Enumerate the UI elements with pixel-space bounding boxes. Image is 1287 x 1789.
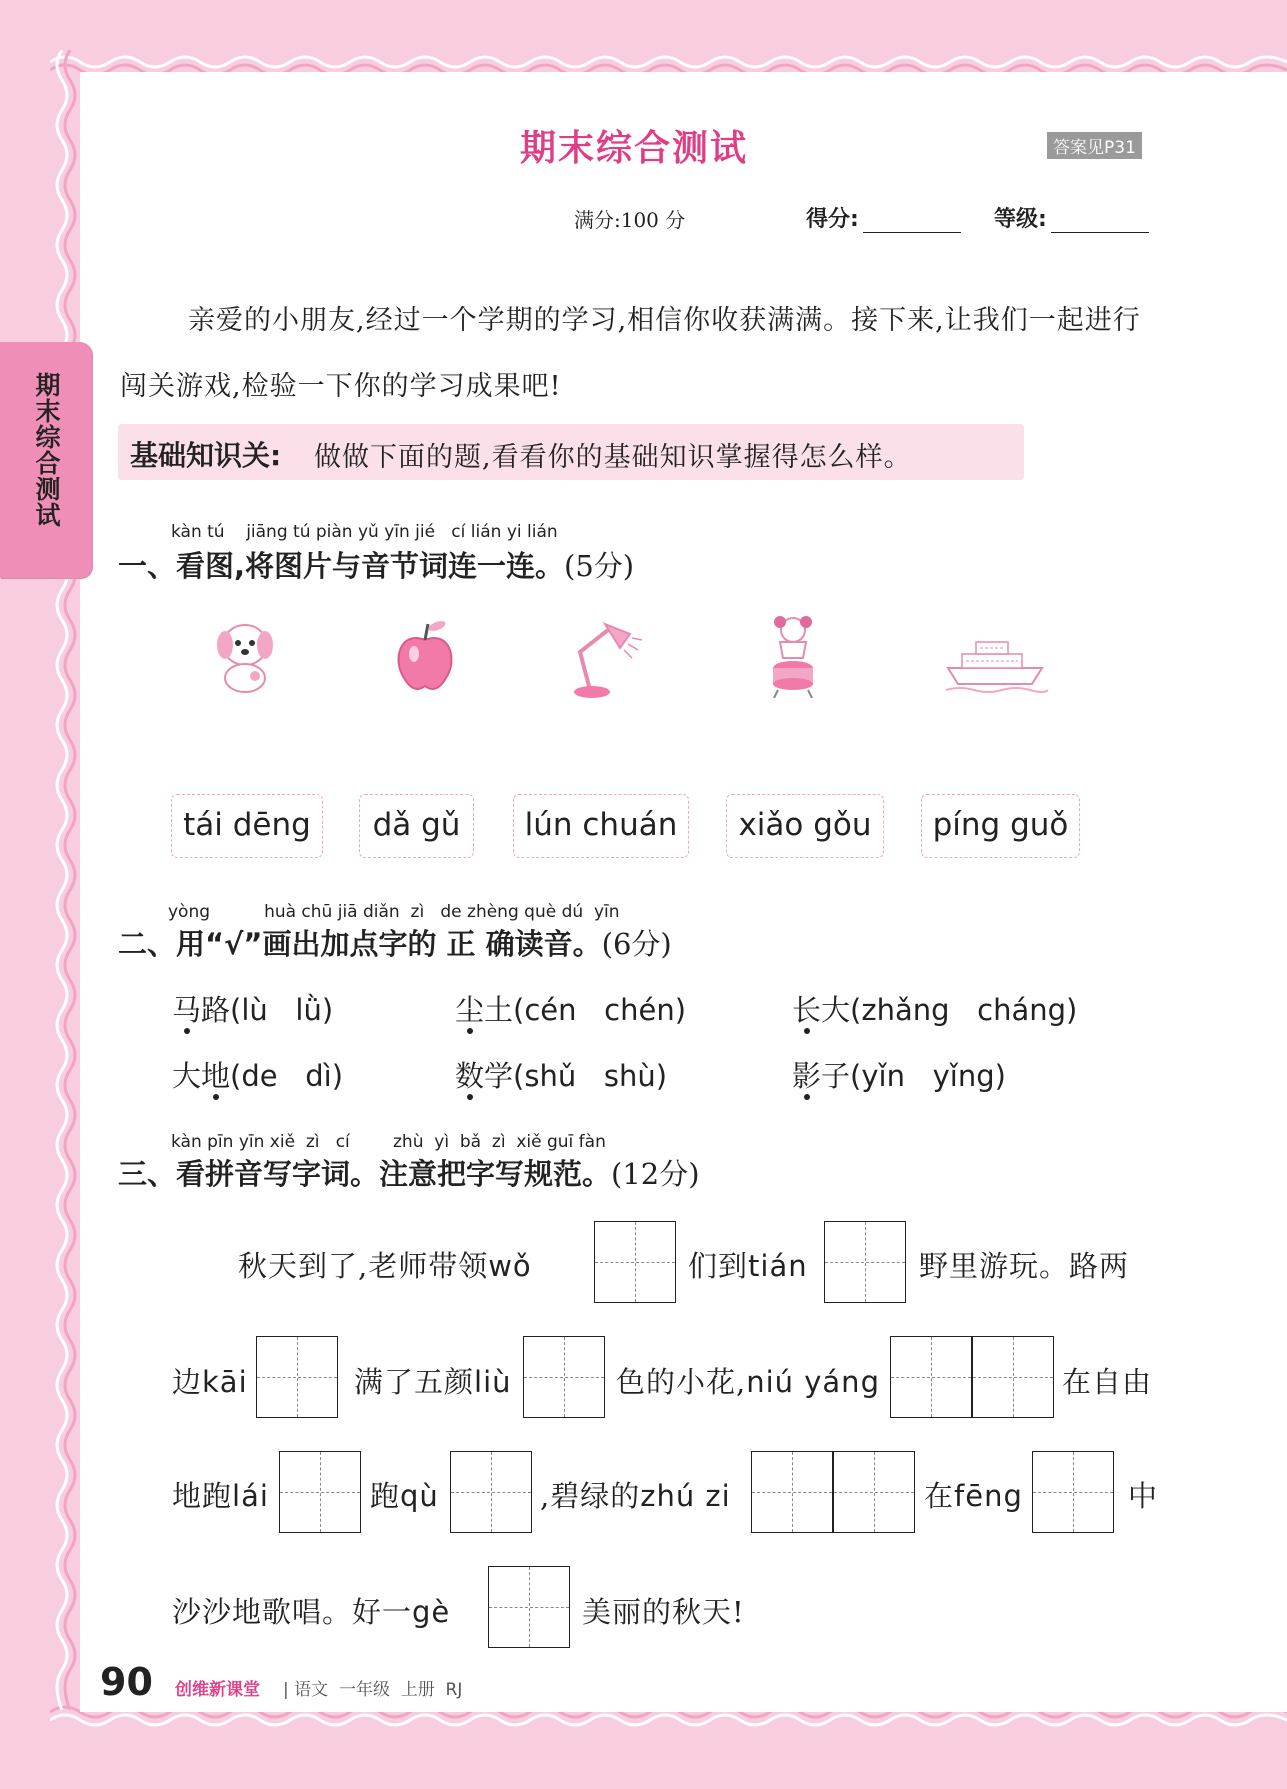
writing-grid-box[interactable] <box>824 1221 906 1303</box>
score-field[interactable] <box>806 202 961 233</box>
pinyin-option[interactable]: píng guǒ <box>921 794 1080 858</box>
dotted-char: 影 <box>792 1059 822 1093</box>
score-label: 得分: <box>806 207 859 232</box>
writing-grid-box[interactable] <box>751 1451 833 1533</box>
passage-text: 中 <box>1128 1479 1159 1513</box>
writing-grid-box[interactable] <box>594 1221 676 1303</box>
q3-pinyin: kàn pīn yīn xiě zì cí zhù yì bǎ zì xiě guī fàn <box>171 1132 606 1152</box>
dotted-char: 尘 <box>455 993 485 1027</box>
passage-text: 野里游玩。路两 <box>919 1249 1130 1283</box>
q1-title <box>118 544 634 585</box>
dotted-char: 数 <box>455 1059 485 1093</box>
section-banner <box>118 424 1024 480</box>
q2-title-text: 二、用“√”画出加点字的 正 确读音。 <box>118 927 602 961</box>
writing-grid-box[interactable] <box>972 1336 1054 1418</box>
section-description: 做做下面的题,看看你的基础知识掌握得怎么样。 <box>314 442 912 473</box>
pinyin-options[interactable]: (zhǎng cháng) <box>850 993 1078 1027</box>
passage-text: 跑qù <box>370 1479 439 1513</box>
page-number: 90 <box>100 1660 153 1704</box>
q1-points: (5分) <box>564 549 635 583</box>
ship-icon[interactable] <box>940 616 1050 706</box>
passage-text: 在自由 <box>1062 1365 1153 1399</box>
lamp-icon[interactable] <box>560 612 650 702</box>
writing-grid-box[interactable] <box>279 1451 361 1533</box>
q3-title-text: 三、看拼音写字词。注意把字写规范。 <box>118 1157 612 1191</box>
reading-choice[interactable] <box>172 1054 343 1095</box>
q1-title-text: 一、看图,将图片与音节词连一连。 <box>118 549 565 583</box>
section-head: 基础知识关: <box>130 439 282 472</box>
pinyin-options[interactable]: (shǔ shù) <box>513 1059 668 1093</box>
grade-field[interactable] <box>994 202 1149 233</box>
pinyin-option[interactable]: dǎ gǔ <box>359 794 474 858</box>
char: 大 <box>172 1059 202 1093</box>
dotted-char: 长 <box>792 993 822 1027</box>
dog-icon[interactable] <box>200 610 290 700</box>
char: 学 <box>484 1059 514 1093</box>
passage-text: ,碧绿的zhú zi <box>540 1479 731 1513</box>
char: 路 <box>201 993 231 1027</box>
footer-brand: 创维新课堂 <box>175 1680 260 1700</box>
passage-text: 美丽的秋天! <box>582 1595 745 1629</box>
passage-text: 在fēng <box>924 1479 1023 1513</box>
passage-text: 色的小花,niú yáng <box>616 1365 880 1399</box>
reading-choice[interactable] <box>172 988 333 1029</box>
score-blank[interactable] <box>863 208 961 233</box>
writing-grid-box[interactable] <box>488 1566 570 1648</box>
page-title: 期末综合测试 <box>520 128 749 169</box>
pinyin-options[interactable]: (yǐn yǐng) <box>850 1059 1006 1093</box>
writing-grid-box[interactable] <box>523 1336 605 1418</box>
passage-text: 地跑lái <box>172 1479 269 1513</box>
writing-grid-box[interactable] <box>833 1451 915 1533</box>
pinyin-option[interactable]: lún chuán <box>513 794 689 858</box>
pinyin-option[interactable]: tái dēng <box>171 794 323 858</box>
reading-choice[interactable] <box>792 1054 1006 1095</box>
dotted-char: 马 <box>172 993 202 1027</box>
footer-subject: | 语文 一年级 上册 RJ <box>283 1680 463 1700</box>
grade-blank[interactable] <box>1051 208 1149 233</box>
q3-title <box>118 1152 700 1193</box>
reading-choice[interactable] <box>455 1054 667 1095</box>
passage-text: 秋天到了,老师带领wǒ <box>238 1249 532 1283</box>
full-score-label: 满分:100 分 <box>574 208 686 232</box>
q3-points: (12分) <box>611 1157 700 1191</box>
char: 土 <box>484 993 514 1027</box>
passage-text: 们到tián <box>688 1249 808 1283</box>
side-tab-label: 期末综合测试 <box>32 372 61 528</box>
passage-text: 满了五颜liù <box>354 1365 512 1399</box>
q2-points: (6分) <box>601 927 672 961</box>
grade-label: 等级: <box>994 207 1047 232</box>
passage-text: 边kāi <box>172 1365 248 1399</box>
drum-girl-icon[interactable] <box>748 608 838 698</box>
pinyin-option[interactable]: xiǎo gǒu <box>726 794 884 858</box>
writing-grid-box[interactable] <box>256 1336 338 1418</box>
pinyin-options[interactable]: (lù lǜ) <box>230 993 334 1027</box>
pinyin-options[interactable]: (cén chén) <box>513 993 687 1027</box>
apple-icon[interactable] <box>380 612 470 702</box>
q1-pinyin: kàn tú jiāng tú piàn yǔ yīn jié cí lián yi lián <box>171 522 558 542</box>
pinyin-options[interactable]: (de dì) <box>230 1059 344 1093</box>
writing-grid-box[interactable] <box>450 1451 532 1533</box>
intro-paragraph: 亲爱的小朋友,经过一个学期的学习,相信你收获满满。接下来,让我们一起进行闯关游戏,检验一下你的学习成果吧! <box>120 305 1141 402</box>
char: 大 <box>821 993 851 1027</box>
char: 子 <box>821 1059 851 1093</box>
answer-reference-tag: 答案见P31 <box>1047 132 1142 159</box>
writing-grid-box[interactable] <box>890 1336 972 1418</box>
passage-text: 沙沙地歌唱。好一gè <box>172 1595 451 1629</box>
reading-choice[interactable] <box>455 988 686 1029</box>
reading-choice[interactable] <box>792 988 1077 1029</box>
side-chapter-tab <box>0 342 92 578</box>
dotted-char: 地 <box>201 1059 231 1093</box>
wavy-border-left <box>40 50 80 1710</box>
writing-grid-box[interactable] <box>1032 1451 1114 1533</box>
q2-pinyin: yòng huà chū jiā diǎn zì de zhèng què dú yīn <box>168 902 620 922</box>
q2-title <box>118 922 672 963</box>
